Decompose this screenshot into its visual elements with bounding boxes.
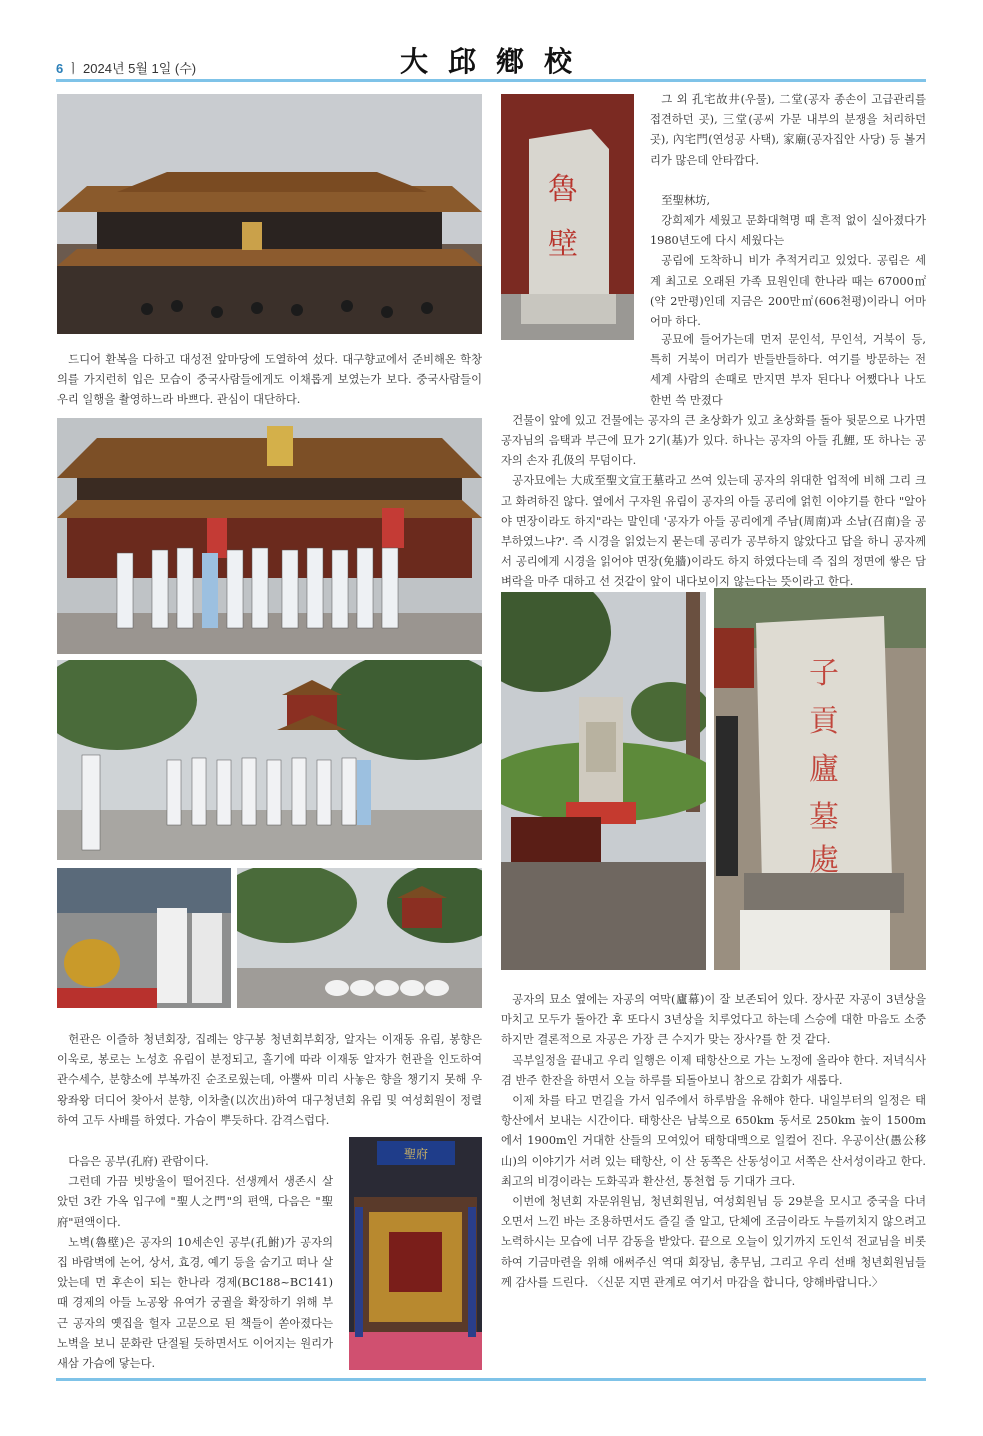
right-bottom-para-3: 이제 차를 타고 먼길을 가서 임주에서 하루밤을 유해야 한다. 내일부터의 일정은 태항산에서 보내는 시간이다. 태항산은 남북으로 650km 동서로 250km 높이 1500m에서 1900m인 거대한 산들의 모여있어 태항대맥으로 일컬어 진다. 우공이산(愚公移山)의 이야기가 서려 있는 태항산, 이 산 동쪽은 산동성이고 서쪽은 산서성이라고 한다. 최고의 비경이라는 도화곡과 환산선, 통천협 등 기대가 크다. [501, 1094, 926, 1188]
zigong-char-1: 子 [809, 656, 839, 691]
right-para-3: 강희제가 세웠고 문화대혁명 때 흔적 없이 실아졌다가 1980년도에 다시 세웠다는 [650, 214, 926, 248]
stele-char-2: 壁 [548, 227, 578, 262]
stele-char-1: 魯 [548, 172, 578, 207]
photo-offering-rite [57, 868, 231, 1008]
caption-ceremony [57, 1030, 482, 1131]
masthead-title: 大邱鄕校 [400, 45, 593, 78]
photo-bowing [237, 868, 482, 1008]
photo-group-hall [57, 418, 482, 654]
right-text-bottom [501, 990, 926, 1293]
kongfu-para-1: 다음은 공부(孔府) 관람이다. [68, 1155, 209, 1168]
kongfu-para-2: 그런데 가끔 빗방울이 떨어진다. 선생께서 생존시 살았던 3칸 가옥 입구에 "聖人之門"의 편액, 다음은 "聖府"편액이다. [57, 1175, 333, 1229]
kongfu-section [57, 1152, 333, 1374]
zigong-char-3: 廬 [809, 752, 839, 787]
photo-lubi-stele [501, 94, 634, 340]
right-para-6: 건물이 앞에 있고 건물에는 공자의 큰 초상화가 있고 초상화를 돌아 뒷문으로 나가면 공자님의 음택과 부근에 묘가 2기(基)가 있다. 하나는 공자의 아들 孔鯉, 또 하나는 공자의 손자 孔伋의 무덤이다. [501, 413, 926, 468]
issue-date: ㅣ 2024년 5월 1일 (수) [66, 61, 197, 76]
right-bottom-para-1: 공자의 묘소 옆에는 자공의 여막(廬幕)이 잘 보존되어 있다. 장사꾼 자공이 3년상을 마치고 모두가 돌아간 후 또다시 3년상을 치루었다고 하는데 스승에 대한 마음도 소중하지만 결론적으로 자공은 가장 큰 수지가 맞는 장사?를 한 것 같다. [501, 993, 926, 1047]
right-para-1: 그 외 孔宅故井(우물), 二堂(공자 종손이 고급관리를 접견하던 곳), 三堂(공씨 가문 내부의 분쟁을 처리하던 곳), 內宅門(연성공 사택), 家廟(공자집안 사당) 등 볼거리가 많은데 안타깝다. [650, 93, 926, 167]
right-para-5: 공묘에 들어가는데 먼저 문인석, 무인석, 거북이 등, 특히 거북이 머리가 반들반들하다. 여기를 방문하는 전 세계 사람의 손때로 만지면 부자 된다나 어쨌다나 나도 한번 쓱 만졌다 [650, 333, 926, 407]
right-text-wide [501, 330, 926, 593]
photo-dacheng-hall [57, 94, 482, 334]
photo-courtyard-ceremony [57, 660, 482, 860]
right-bottom-para-4: 이번에 청년회 자문위원님, 청년회원님, 여성회원님 등 29분을 모시고 중국을 다녀오면서 느낀 바는 조용하면서도 즐길 줄 알고, 단체에 조금이라도 누를끼치지 않으려고 노력하시는 모습에 너무 감동을 받았다. 끝으로 오늘이 있기까지 도인석 전교님을 비롯하여 기금마련을 위해 애써주신 역대 회장님, 총무님, 그리고 우리 선배 청년회원님들께 감사를 드린다. 〈신문 지면 관계로 여기서 마감을 합니다, 양해바랍니다.〉 [501, 1195, 926, 1289]
zigong-char-5: 處 [809, 843, 839, 878]
kongfu-para-3: 노벽(魯壁)은 공자의 10세손인 공부(孔鮒)가 공자의 집 바람벽에 논어, 상서, 효경, 예기 등을 숨기고 떠나 살았는데 먼 후손이 되는 한나라 경제(BC188~BC141)때 경제의 아들 노공왕 유여가 궁궐을 확장하기 위해 부근 공자의 옛집을 헐자 고문으로 된 책들이 쏟아졌다는 노벽을 보니 문화란 단절될 듯하면서도 이어지는 원리가 새삼 가슴에 닿는다. [57, 1235, 333, 1371]
header-rule [56, 79, 926, 82]
right-bottom-para-2: 곡부일정을 끝내고 우리 일행은 이제 태항산으로 가는 노정에 올라야 한다. 저녁식사 겸 반주 한잔을 하면서 오늘 하루를 되돌아보니 참으로 감회가 새롭다. [501, 1053, 926, 1087]
right-para-7: 공자묘에는 大成至聖文宣王墓라고 쓰여 있는데 공자의 위대한 업적에 비해 그리 크고 화려하진 않다. 옆에서 구자원 유림이 공자의 아들 공리에 얽힌 이야기를 한다 "알아야 면장이라도 하지"라는 말인데 '공자가 아들 공리에게 주남(周南)과 소남(召南)을 공부하였느냐?'. 즉 시경을 읽었는지 묻는데 공리가 공부하지 않았다고 답을 하니 공자께서 공리에게 시경을 읽어야 면장(免牆)이라도 하지 하였다는데 즉 집의 정면에 쌓은 담벼락을 마주 대하고 선 것같이 앞이 내다보이지 않는다는 뜻이라고 한다. [501, 474, 926, 589]
caption-daesungjeon-text: 드디어 환복을 다하고 대성전 앞마당에 도열하여 섰다. 대구향교에서 준비해온 학창의를 가지런히 입은 모습이 중국사람들에게도 이채롭게 보였는가 보다. 중국사람들이 우리 일행을 촬영하느라 바쁘다. 관심이 대단하다. [57, 353, 482, 407]
zigong-char-2: 貢 [809, 704, 839, 739]
caption-daesungjeon [57, 350, 482, 411]
zigong-char-4: 墓 [809, 800, 839, 835]
photo-kongfu-hall [349, 1137, 482, 1370]
right-para-4: 공림에 도착하니 비가 추적거리고 있었다. 공림은 세계 최고로 오래된 가족 묘원인데 한나라 때는 67000㎡(약 2만평)인데 지금은 200만㎡(606천평)이라니 어마어마 하다. [650, 254, 926, 329]
photo-confucius-tomb [501, 592, 706, 970]
page-number: 6 [56, 61, 64, 76]
right-para-2: 至聖林坊, [661, 193, 711, 207]
footer-rule [56, 1378, 926, 1381]
kongfu-sign-text: 聖府 [403, 1147, 429, 1161]
right-text-narrow [650, 90, 926, 332]
caption-ceremony-text: 헌관은 이즐하 청년회장, 집례는 양구봉 청년회부회장, 알자는 이재동 유림, 봉향은 이욱로, 봉로는 노성호 유림이 분정되고, 홀기에 따라 이재동 알자가 헌관을 인도하여 관수세수, 분향소에 부복까진 순조로웠는데, 아뿔싸 미리 사놓은 향을 챙기지 못해 우왕좌왕 더디어 찾아서 분향, 이차출(以次出)하여 대구청년회 유림 및 여성회원이 정렬하여 고두 사배를 하였다. 가슴이 뿌듯하다. 감격스럽다. [57, 1033, 482, 1127]
photo-zigong-stele [714, 588, 926, 970]
header-date-line [56, 58, 196, 77]
